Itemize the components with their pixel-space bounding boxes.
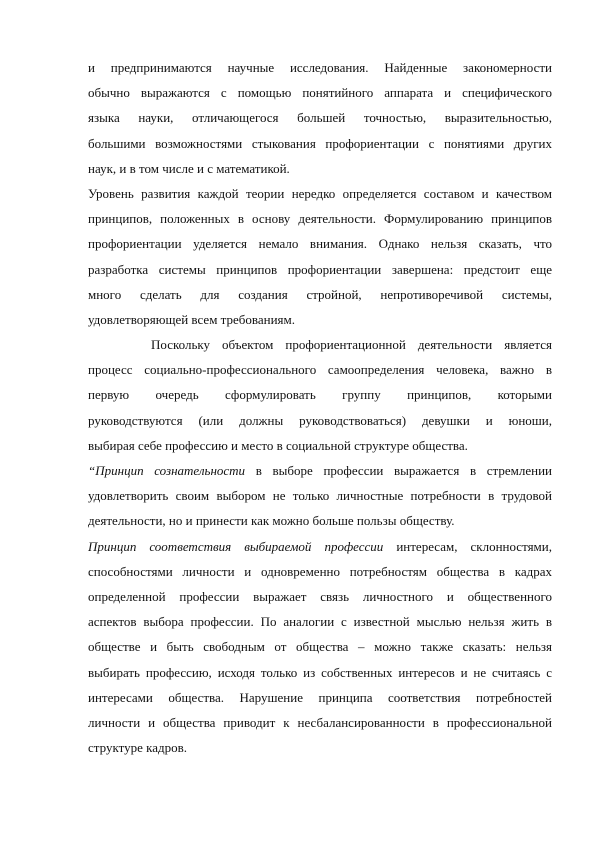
text-line xyxy=(88,735,552,760)
text-run: языка науки, отличающегося большей точностью, выразительностью, xyxy=(88,110,552,126)
text-line xyxy=(88,609,552,634)
text-run: удовлетворить своим выбором не только личностные потребности в трудовой xyxy=(88,488,552,504)
text-line xyxy=(88,181,552,206)
text-run: много сделать для создания стройной, непротиворечивой системы, xyxy=(88,286,552,302)
paragraph xyxy=(88,534,552,761)
paragraph xyxy=(88,181,552,332)
text-run: обществе и быть свободным от общества – можно также сказать: нельзя xyxy=(88,639,552,655)
text-line xyxy=(88,685,552,710)
document-body xyxy=(88,55,552,760)
text-run: процесс социально-профессионального самоопределения человека, важно в xyxy=(88,362,552,378)
text-run: деятельности, но и принести как можно больше пользы обществу. xyxy=(88,513,455,529)
italic-term: Принцип соответствия выбираемой профессии xyxy=(88,538,384,554)
text-line xyxy=(88,206,552,231)
text-run: обычно выражаются с помощью понятийного аппарата и специфического xyxy=(88,85,552,101)
paragraph xyxy=(88,55,552,181)
text-run: выбирать профессию, исходя только из собственных интересов и не считаясь с xyxy=(88,664,552,680)
text-line xyxy=(88,307,552,332)
text-run: наук, и в том числе и с математикой. xyxy=(88,160,290,176)
text-run: профориентации уделяется немало внимания. Однако нельзя сказать, что xyxy=(88,236,552,252)
text-line xyxy=(88,105,552,130)
text-line xyxy=(88,282,552,307)
text-run: удовлетворяющей всем требованиям. xyxy=(88,311,295,327)
italic-term: “Принцип сознательности xyxy=(88,463,246,478)
text-run: интересам, склонностями, xyxy=(383,538,552,554)
text-run: принципов, положенных в основу деятельности. Формулированию принципов xyxy=(88,211,552,227)
text-line xyxy=(88,357,552,382)
text-run: разработка системы принципов профориентации завершена: предстоит еще xyxy=(88,261,552,277)
text-line xyxy=(88,458,552,483)
text-run: выбирая себе профессию и место в социальной структуре общества. xyxy=(88,437,468,453)
text-line xyxy=(88,660,552,685)
text-run: способностями личности и одновременно потребностям общества в кадрах xyxy=(88,563,552,579)
text-line xyxy=(88,559,552,584)
text-run: Поскольку объектом профориентационной деятельности является xyxy=(151,337,552,353)
text-line xyxy=(88,584,552,609)
text-run: в выборе профессии выражается в стремлении xyxy=(245,463,552,478)
paragraph xyxy=(88,332,552,458)
text-line xyxy=(88,55,552,80)
text-line xyxy=(88,508,552,533)
text-line xyxy=(88,332,552,357)
text-line xyxy=(88,433,552,458)
text-line xyxy=(88,534,552,559)
text-line xyxy=(88,231,552,256)
text-run: определенной профессии выражает связь личностного и общественного xyxy=(88,588,552,604)
text-line xyxy=(88,257,552,282)
text-run: интересами общества. Нарушение принципа соответствия потребностей xyxy=(88,689,552,705)
text-run: Уровень развития каждой теории нередко определяется составом и качеством xyxy=(88,185,552,201)
paragraph xyxy=(88,458,552,534)
text-line xyxy=(88,483,552,508)
text-line xyxy=(88,131,552,156)
text-line xyxy=(88,382,552,407)
text-line xyxy=(88,408,552,433)
text-line xyxy=(88,634,552,659)
text-line xyxy=(88,80,552,105)
text-run: руководствуются (или должны руководствоваться) девушки и юноши, xyxy=(88,412,552,428)
text-line xyxy=(88,156,552,181)
text-run: личности и общества приводит к несбалансированности в профессиональной xyxy=(88,714,552,730)
text-run: большими возможностями стыкования профориентации с понятиями других xyxy=(88,135,552,151)
text-run: первую очередь сформулировать группу принципов, которыми xyxy=(88,387,552,403)
text-run: структуре кадров. xyxy=(88,740,188,756)
text-run: и предпринимаются научные исследования. Найденные закономерности xyxy=(88,60,552,75)
text-line xyxy=(88,710,552,735)
text-run: аспектов выбора профессии. По аналогии с известной мыслью нельзя жить в xyxy=(88,614,552,630)
